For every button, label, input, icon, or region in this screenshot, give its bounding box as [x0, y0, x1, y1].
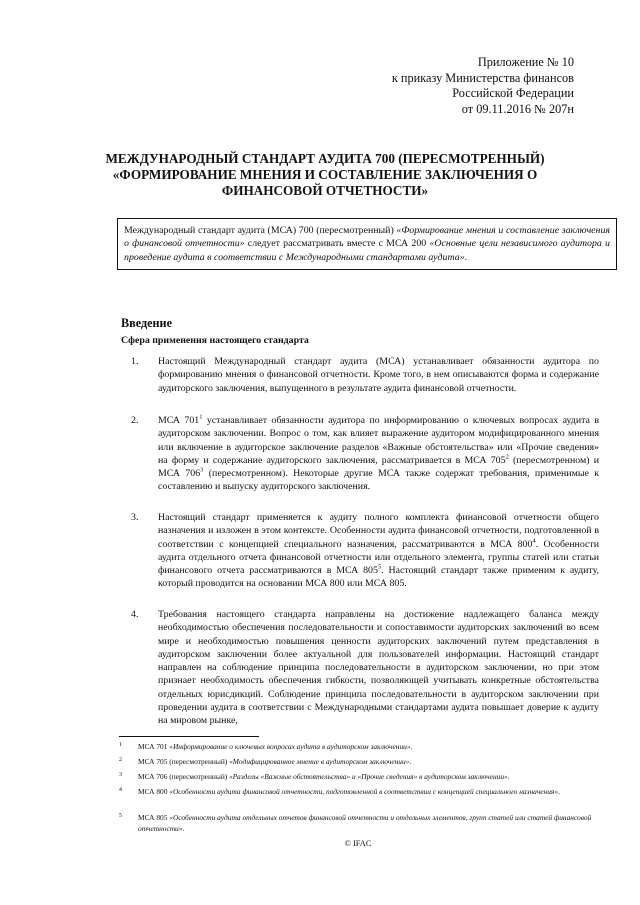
appendix-line: Российской Федерации	[452, 86, 574, 100]
text-run: (пересмотренном) и МСА 706	[158, 454, 600, 480]
paragraph-2	[121, 414, 599, 494]
text-run: .	[558, 787, 560, 796]
text-run: «Особенности аудита отдельных отчетов финансовой отчетности и отдельных элементов, групп статей или статей финансовой отчетности»	[138, 813, 592, 833]
paragraph-number: 2.	[131, 415, 139, 426]
text-run: . Настоящий стандарт также применим к аудиту, который проводится на основании МСА 800 или МСА 805.	[158, 565, 599, 590]
text-run: «Особенности аудита финансовой отчетности, подготовленной в соответствии с концепцией специального назначения»	[169, 787, 559, 796]
footnote-number: 1	[119, 742, 122, 748]
paragraph-1	[121, 355, 599, 395]
footnote-3	[119, 772, 599, 783]
paragraph-text	[158, 511, 599, 591]
footnote-ref: 2	[505, 453, 509, 461]
paragraph-number: 1.	[131, 356, 139, 367]
subsection-heading-scope: Сфера применения настоящего стандарта	[121, 335, 309, 346]
text-run: .	[410, 742, 413, 751]
text-run: . Особенности аудита отдельного отчета финансовой отчетности или отдельного элемента, группы статей или статьи финансового отчета рассматриваются в МСА 805	[158, 538, 600, 577]
text-run: .	[409, 757, 412, 766]
notice-text: Международный стандарт аудита (МСА) 700 (пересмотренный)	[124, 225, 397, 236]
notice-title-700: «Формирование мнения и составление заключения о финансовой отчетности»	[124, 225, 610, 250]
section-heading-introduction: Введение	[121, 316, 172, 330]
footnote-2	[119, 757, 599, 768]
appendix-line: Приложение № 10	[477, 55, 574, 69]
text-run: .	[182, 823, 185, 833]
notice-title-200: «Основные цели независимого аудитора и проведение аудита в соответствии с Международными стандартами аудита»	[124, 238, 610, 263]
text-run: «Информирование о ключевых вопросах аудита в аудиторском заключении»	[169, 742, 411, 751]
footnote-text	[138, 813, 599, 834]
text-run: (пересмотренном). Некоторые другие МСА также содержат требования, применимые к составлению и выпуску аудиторского заключения.	[158, 468, 599, 493]
text-run: МСА 805	[138, 813, 170, 822]
text-run: МСА 705 (пересмотренный)	[138, 757, 230, 766]
paragraph-number: 4.	[131, 609, 139, 620]
footnote-ref: 4	[532, 537, 536, 545]
footnote-ref: 1	[199, 413, 203, 421]
paragraph-3	[121, 511, 599, 591]
title-line: МЕЖДУНАРОДНЫЙ СТАНДАРТ АУДИТА 700 (ПЕРЕСМОТРЕННЫЙ)	[105, 151, 545, 166]
text-run: устанавливает обязанности аудитора по информированию о ключевых вопросах аудита в аудиторском заключении. Вопрос о том, как влияет выражение аудитором модифицированного мнения или включение в аудиторское заключение разделов «Важные обстоятельства» или «Прочие сведения» на форму и содержание аудиторского заключения, рассматривается в МСА 705	[158, 415, 599, 466]
text-run: МСА 701	[138, 742, 170, 751]
appendix-header	[334, 55, 574, 117]
text-run: «Модифицированное мнение в аудиторском заключении»	[229, 757, 410, 766]
footnote-separator	[119, 736, 259, 737]
document-title	[100, 151, 550, 199]
text-run: «Разделы «Важные обстоятельства» и «Прочие сведения» в аудиторском заключении»	[229, 772, 508, 781]
title-line: ФИНАНСОВОЙ ОТЧЕТНОСТИ»	[221, 183, 429, 198]
paragraph-text: Требования настоящего стандарта направлены на достижение надлежащего баланса между необходимостью обеспечения последовательности и сопоставимости аудиторских заключений во всем мире и необходимостью повышения ценности аудиторских заключений путем представления в аудиторском заключении более актуальной для пользователей информации. Настоящий стандарт направлен на соблюдение принципа последовательности в аудиторском заключении, но при этом признает необходимость обеспечения гибкости, позволяющей учитывать конкретные обстоятельства отдельных юрисдикций. Соблюдение принципа последовательности в аудиторском заключении при проведении аудита в соответствии с Международными стандартами аудита повышает доверие к аудиту на мировом рынке,	[158, 609, 599, 727]
notice-text: .	[464, 251, 468, 263]
title-line: «ФОРМИРОВАНИЕ МНЕНИЯ И СОСТАВЛЕНИЕ ЗАКЛЮЧЕНИЯ О	[112, 167, 538, 182]
text-run: .	[507, 772, 510, 781]
footnote-number: 3	[119, 772, 122, 778]
text-run: МСА 701	[158, 415, 200, 426]
paragraph-4	[121, 608, 599, 728]
appendix-line: от 09.11.2016 № 207н	[461, 101, 574, 116]
paragraph-text: Настоящий Международный стандарт аудита (МСА) устанавливает обязанности аудитора по формированию мнения о финансовой отчетности. Кроме того, в нем описываются форма и содержание аудиторского заключения, выпущенного в результате аудита финансовой отчетности.	[158, 356, 599, 394]
notice-text: следует рассматривать вместе с МСА 200	[244, 238, 430, 250]
footnote-ref: 5	[377, 563, 382, 571]
footnote-text	[138, 742, 599, 753]
appendix-line: к приказу Министерства финансов	[391, 70, 574, 85]
footnote-ref: 3	[200, 466, 204, 474]
text-run: МСА 800	[138, 787, 170, 796]
copyright-footer: © IFAC	[344, 839, 372, 848]
text-run: Настоящий стандарт применяется к аудиту полного комплекта финансовой отчетности общего назначения и изложен в этом контексте. Особенности аудита финансовой отчетности, подготовленной в соответствии с концепцией специального назначения, рассматриваются в МСА 800	[158, 512, 599, 550]
framed-notice	[117, 218, 617, 270]
paragraph-number: 3.	[131, 512, 139, 523]
footnote-4	[119, 787, 599, 798]
text-run: МСА 706 (пересмотренный)	[138, 772, 230, 781]
paragraph-text	[158, 414, 599, 494]
footnote-number: 2	[119, 757, 122, 763]
footnote-number: 5	[119, 813, 122, 819]
footnote-1	[119, 742, 599, 753]
footnote-text	[138, 772, 599, 783]
footnote-number: 4	[119, 787, 122, 793]
footnote-text	[138, 787, 599, 798]
footnote-text	[138, 757, 599, 768]
footnote-5	[119, 813, 599, 834]
